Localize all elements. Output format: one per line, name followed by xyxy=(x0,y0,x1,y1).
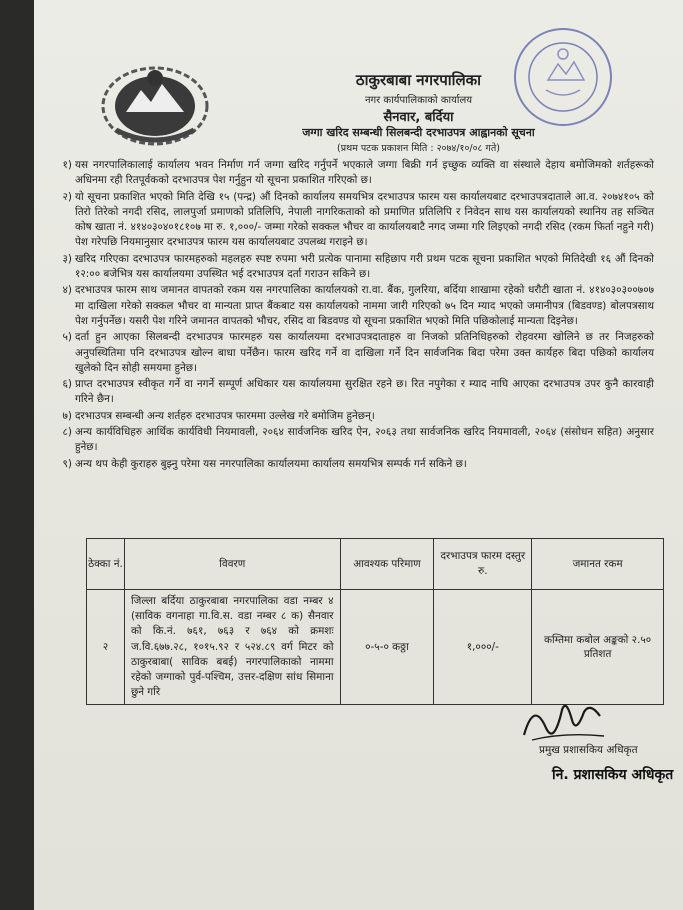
required-quantity: ०-५-० कठ्ठा xyxy=(340,590,434,705)
paragraph-number: १) xyxy=(62,159,72,171)
paragraph-text: प्राप्त दरभाउपत्र स्वीकृत गर्ने वा नगर्ने सम्पूर्ण अधिकार यस कार्यालयमा सुरक्षित रहने छ। रित नपुगेका र म्याद नाघि आएका दरभाउपत्र उपर कुनै कारवाही गरिने छैन। xyxy=(75,378,654,406)
paragraph-number: ८) xyxy=(62,426,72,439)
table-header-row xyxy=(87,539,664,590)
paragraph-number: २) xyxy=(62,190,72,203)
publish-date: (प्रथम पटक प्रकाशन मिति : २०७४/१०/०८ गते) xyxy=(337,143,500,154)
column-header: आवश्यक परिमाण xyxy=(340,539,434,590)
contract-number: २ xyxy=(87,590,125,705)
paragraph-text: यो सूचना प्रकाशित भएको मिति देखि १५ (पन्द्र) औं दिनको कार्यालय समयभित्र दरभाउपत्र फारम यस कार्यालयबाट दरभाउपत्रदाताले आ.व. २०७४१०५ को तिरो तिरेको नगदी रसिद, लालपुर्जा प्रमाणको प्रतिलिपि, नेपाली नागरिकताको को प्रमाणित प्रतिलिपि र निवेदन साथ यस कार्यालयको स्थानिय तह सञ्चित कोष खाता नं. ४१४०३०४०१८१०७ मा रु. १,०००/- जम्मा गरेको सक्कल भौचर वा कार्यालयबाटै नगद जम्मा गरि लिइएको नगदी रसिद (रकम फिर्ता नहुने गरी) पेश गरेपछि नियमानुसार दरभाउपत्र फारम यस कार्यालयबाट उपलब्ध गराइने छ। xyxy=(75,190,654,249)
paragraph-number: ५) xyxy=(62,331,72,344)
tender-table xyxy=(86,538,664,705)
notice-body xyxy=(34,158,654,473)
paragraph xyxy=(34,330,654,376)
column-header: जमानत रकम xyxy=(532,539,664,590)
paragraph-text: दरभाउपत्र फारम साथ जमानत वापतको रकम यस नगरपालिका कार्यालयको रा.वा. बैंक, गुलरिया, बर्दिया शाखामा रहेको धरौटी खाता नं. ४१४०३०३००७०७ मा दाखिला गरेको सक्कल भौचर वा मान्यता प्राप्त बैंकबाट यस कार्यालयको नाममा जारी गरिएको ७५ दिन म्याद भएको जमानीपत्र (बिडवण्ड) बोलपत्रसाथ पेश गर्नुपर्नेछ। यसरी पेश गरिने जमानत वापतको भौचर, रसिद वा बिडवण्ड यो सूचना प्रकाशित भएको मिति पछिकोलाई मान्यता दिइनेछ। xyxy=(75,284,654,327)
paragraph-text: अन्य कार्यविधिहरु आर्थिक कार्यविधी नियमावली, २०६४ सार्वजनिक खरिद ऐन, २०६३ तथा सार्वजनिक खरिद नियमावली, २०६४ (संसोधन सहित) अनुसार हुनेछ। xyxy=(75,426,654,454)
paragraph-number: ७) xyxy=(62,409,72,422)
paragraph-number: ३) xyxy=(62,252,72,265)
paragraph-number: ६) xyxy=(62,378,72,391)
paragraph xyxy=(34,457,654,472)
land-description: जिल्ला बर्दिया ठाकुरबाबा नगरपालिका वडा नम्बर ४ (साविक वगनाहा गा.वि.स. वडा नम्बर ८ क) सैनवार को कि.नं. ७६१, ७६३ र ७६४ को क्रमशः ज.वि.६७७.२८, १०१५.९२ र ५२४.८९ वर्ग मिटर को ठाकुरबाबा( साविक बबई) नगरपालिकाको नाममा रहेको जग्गाको पुर्व-पश्चिम, उत्तर-दक्षिण सांध सिमाना छुने गरि xyxy=(124,590,340,705)
form-fee: १,०००/- xyxy=(434,590,532,705)
paragraph xyxy=(34,190,654,251)
officer-stamp: नि. प्रशासकिय अधिकृत xyxy=(552,767,674,783)
column-header: विवरण xyxy=(124,539,340,590)
notice-title: जग्गा खरिद सम्बन्धी सिलबन्दी दरभाउपत्र आह्वानको सूचना xyxy=(302,126,535,139)
guarantee-amount: कम्तिमा कबोल अङ्कको २.५० प्रतिशत xyxy=(532,590,664,705)
paragraph xyxy=(34,158,654,189)
paragraph-number: ९) xyxy=(62,457,72,470)
paragraph xyxy=(34,425,654,456)
paragraph xyxy=(34,252,654,283)
paragraph-number: ४) xyxy=(62,284,72,297)
signature-icon xyxy=(514,690,614,750)
paragraph-text: खरिद गरिएका दरभाउपत्र फारमहरुको महलहरु स्पष्ट रुपमा भरी प्रत्येक पानामा सहिछाप गरी प्रथम पटक सूचना प्रकाशित भएको मितिदेखी १६ औं दिनको १२:०० बजेभित्र यस कार्यालयमा उपस्थित भई दरभाउपत्र दर्ता गराउन सकिने छ। xyxy=(75,252,654,281)
table-row xyxy=(87,590,664,705)
paragraph xyxy=(34,377,654,408)
signature-caption: प्रमुख प्रशासकिय अधिकृत xyxy=(539,744,638,756)
municipality-name: ठाकुरबाबा नगरपालिका xyxy=(355,71,482,89)
notice-document xyxy=(34,0,683,910)
paragraph xyxy=(34,409,654,424)
place-name: सैनवार, बर्दिया xyxy=(383,110,454,125)
paragraph-text: अन्य थप केही कुराहरु बुझ्नु परेमा यस नगरपालिका कार्यालयमा कार्यालय समयभित्र सम्पर्क गर्न सकिने छ। xyxy=(75,457,467,470)
paragraph xyxy=(34,283,654,329)
paragraph-text: दर्ता हुन आएका सिलबन्दी दरभाउपत्र फारमहरु यस कार्यालयमा दरभाउपत्रदाताहरु वा निजको प्रतिनिधिहरुको रोहवरमा खोलिने छ तर निजहरुको अनुपस्थितिमा पनि दरभाउपत्र खोल्न बाधा पर्नेछैन। फारम खरिद गर्ने वा दाखिला गर्ने दिन सार्वजनिक बिदा परेमा उक्त कार्यहरु बिदा पछिको कार्यालय खुलेको दिन सोही समयमा हुनेछ। xyxy=(75,331,654,374)
office-name: नगर कार्यपालिकाको कार्यालय xyxy=(364,95,473,106)
column-header: ठेक्का नं. xyxy=(87,539,125,590)
column-header: दरभाउपत्र फारम दस्तुर रु. xyxy=(434,539,532,590)
paragraph-text: यस नगरपालिकालाई कार्यालय भवन निर्माण गर्न जग्गा खरिद गर्नुपर्ने भएकाले जग्गा बिक्री गर्न इच्छुक व्यक्ति वा संस्थाले देहाय बमोजिमको शर्तहरूको अधिनमा रही रितपूर्वकको दरभाउपत्र पेश गर्नुहुन यो सूचना प्रकाशित गरिएको छ। xyxy=(75,159,654,187)
paragraph-text: दरभाउपत्र सम्बन्धी अन्य शर्तहरु दरभाउपत्र फारममा उल्लेख गरे बमोजिम हुनेछन्। xyxy=(75,409,375,422)
